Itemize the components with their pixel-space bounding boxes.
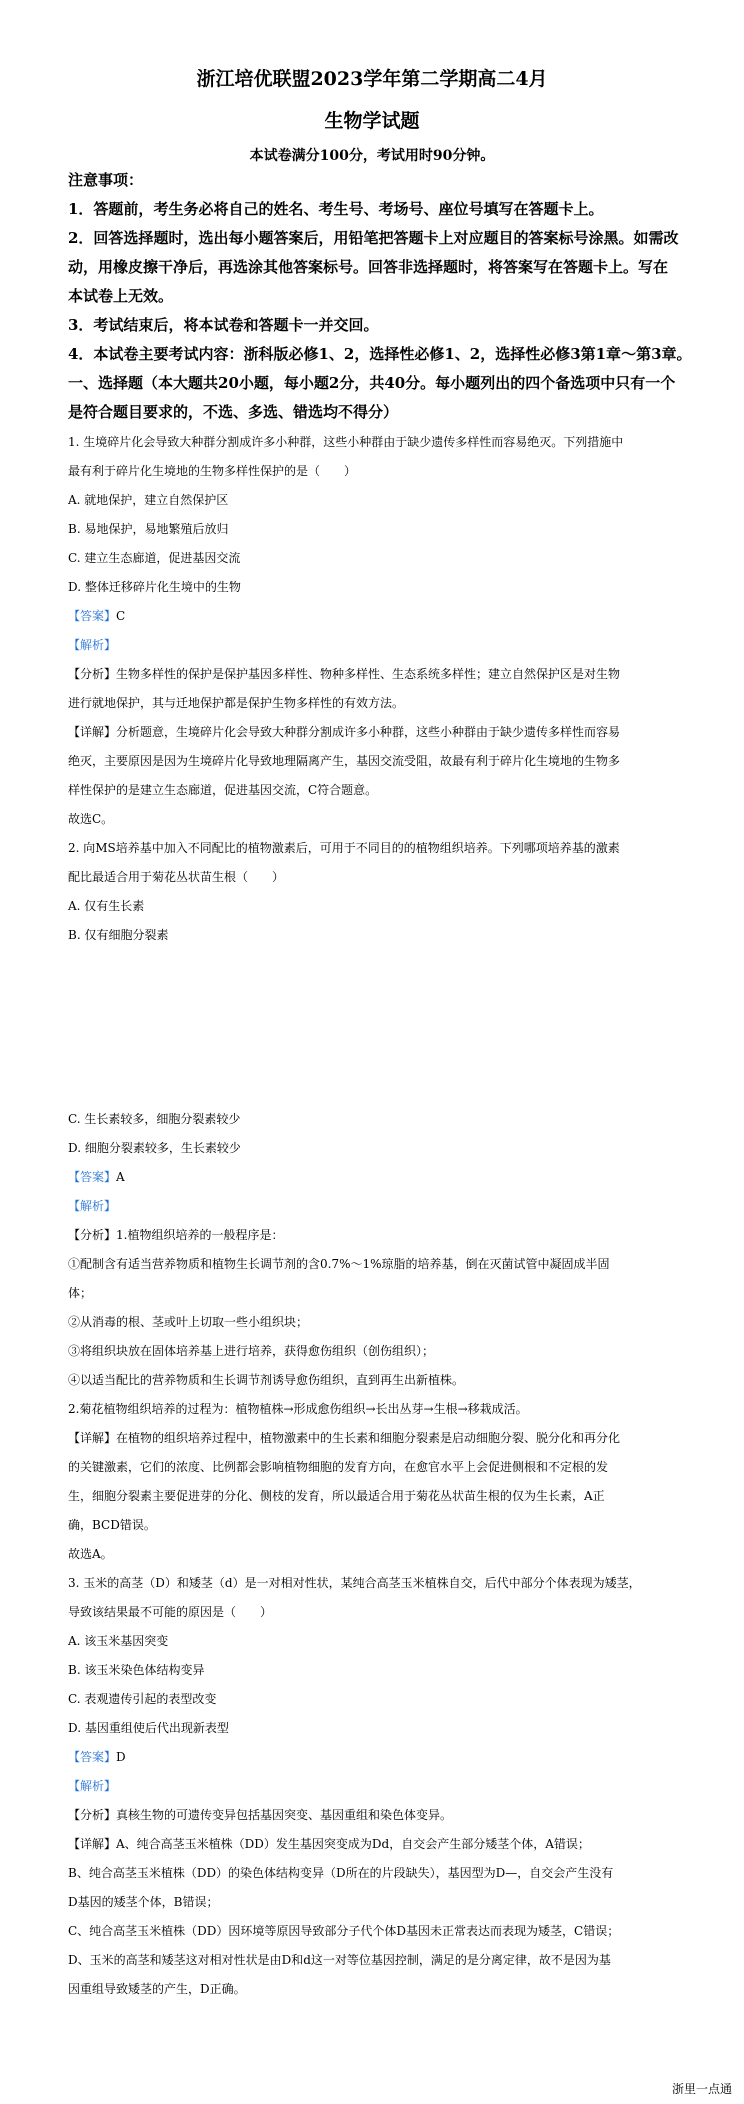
q3-stem-line-2: 导致该结果最不可能的原因是（ ）	[68, 1605, 273, 1619]
fenxi-text: 1.植物组织培养的一般程序是：	[116, 1228, 284, 1242]
fenxi-text: 真核生物的可遗传变异包括基因突变、基因重组和染色体变异。	[116, 1808, 453, 1822]
q1-xiangjie-line-3: 样性保护的是建立生态廊道，促进基因交流，C符合题意。	[68, 783, 378, 797]
note-2-line-1: 2．回答选择题时，选出每小题答案后，用铅笔把答题卡上对应题目的答案标号涂黑。如需改	[68, 229, 679, 247]
q2-stem-line-1: 2. 向MS培养基中加入不同配比的植物激素后，可用于不同目的的植物组织培养。下列哪项培养基的激素	[68, 841, 620, 855]
note-3: 3．考试结束后，将本试卷和答题卡一并交回。	[68, 316, 379, 334]
q3-option-d: D. 基因重组使后代出现新表型	[68, 1721, 229, 1735]
q3-fenxi	[68, 1805, 452, 1825]
q2-stem-line-2: 配比最适合用于菊花丛状苗生根（ ）	[68, 870, 285, 884]
exam-subject: 生物学试题	[324, 110, 420, 132]
xiangjie-text: A、纯合高茎玉米植株（DD）发生基因突变成为Dd，自交会产生部分矮茎个体，A错误；	[116, 1837, 590, 1851]
q3-line-b-2: D基因的矮茎个体，B错误；	[68, 1895, 219, 1909]
q1-stem-line-1: 1. 生境碎片化会导致大种群分割成许多小种群，这些小种群由于缺少遗传多样性而容易绝灭。下列措施中	[68, 435, 624, 449]
q2-answer	[68, 1167, 125, 1187]
answer-value: A	[116, 1170, 125, 1184]
q2-xiangjie-line-3: 生，细胞分裂素主要促进芽的分化、侧枝的发育，所以最适合用于菊花丛状苗生根的仅为生长素，A正	[68, 1489, 605, 1503]
q3-answer	[68, 1747, 126, 1767]
q3-option-b: B. 该玉米染色体结构变异	[68, 1663, 205, 1677]
fenxi-tag: 【分析】	[68, 667, 117, 681]
q2-option-b: B. 仅有细胞分裂素	[68, 928, 169, 942]
q2-process: 2.菊花植物组织培养的过程为：植物植株→形成愈伤组织→长出丛芽→生根→移栽成活。	[68, 1402, 528, 1416]
q3-analysis-tag: 【解析】	[68, 1779, 117, 1793]
q3-xiangjie-line-1	[68, 1834, 590, 1854]
q1-stem-line-2: 最有利于碎片化生境地的生物多样性保护的是（ ）	[68, 464, 357, 478]
note-1: 1．答题前，考生务必将自己的姓名、考生号、考场号、座位号填写在答题卡上。	[68, 200, 604, 218]
footer-watermark: 浙里一点通	[671, 2082, 732, 2096]
q2-step-2: ②从消毒的根、茎或叶上切取一些小组织块；	[68, 1315, 309, 1329]
note-4: 4．本试卷主要考试内容：浙科版必修1、2，选择性必修1、2，选择性必修3第1章～第3章。	[68, 345, 692, 363]
q1-analysis-tag: 【解析】	[68, 638, 117, 652]
q2-option-d: D. 细胞分裂素较多，生长素较少	[68, 1141, 241, 1155]
q1-option-d: D. 整体迁移碎片化生境中的生物	[68, 580, 241, 594]
xiangjie-text: 分析题意，生境碎片化会导致大种群分割成许多小种群，这些小种群由于缺少遗传多样性而容易	[116, 725, 621, 739]
q1-conclusion: 故选C。	[68, 812, 114, 826]
q2-option-a: A. 仅有生长素	[68, 899, 145, 913]
q1-answer	[68, 606, 125, 626]
q1-option-c: C. 建立生态廊道，促进基因交流	[68, 551, 241, 565]
fenxi-tag: 【分析】	[68, 1808, 117, 1822]
q2-step-1-line-2: 体；	[68, 1286, 93, 1300]
q3-line-c: C、纯合高茎玉米植株（DD）因环境等原因导致部分子代个体D基因未正常表达而表现为矮茎，C错误；	[68, 1924, 620, 1938]
q1-fenxi-line-1	[68, 664, 620, 684]
fenxi-text: 生物多样性的保护是保护基因多样性、物种多样性、生态系统多样性；建立自然保护区是对生物	[116, 667, 621, 681]
q1-option-b: B. 易地保护，易地繁殖后放归	[68, 522, 229, 536]
q2-step-3: ③将组织块放在固体培养基上进行培养，获得愈伤组织（创伤组织）；	[68, 1344, 435, 1358]
notes-heading: 注意事项：	[68, 171, 144, 189]
q2-xiangjie-line-1	[68, 1428, 620, 1448]
q1-xiangjie-line-1	[68, 722, 620, 742]
q3-stem-line-1: 3. 玉米的高茎（D）和矮茎（d）是一对相对性状，某纯合高茎玉米植株自交，后代中部分个体表现为矮茎，	[68, 1576, 641, 1590]
score-info: 本试卷满分100分，考试用时90分钟。	[249, 148, 495, 164]
section-heading-line-1: 一、选择题（本大题共20小题，每小题2分，共40分。每小题列出的四个备选项中只有一个	[68, 374, 676, 392]
xiangjie-tag: 【详解】	[68, 725, 117, 739]
q2-fenxi-line-1	[68, 1225, 283, 1245]
q3-option-a: A. 该玉米基因突变	[68, 1634, 169, 1648]
xiangjie-text: 在植物的组织培养过程中，植物激素中的生长素和细胞分裂素是启动细胞分裂、脱分化和再分化	[116, 1431, 621, 1445]
q1-xiangjie-line-2: 绝灭，主要原因是因为生境碎片化导致地理隔离产生，基因交流受阻，故最有利于碎片化生境地的生物多	[68, 754, 621, 768]
answer-tag: 【答案】	[68, 609, 117, 623]
q2-step-1-line-1: ①配制含有适当营养物质和植物生长调节剂的含0.7%～1%琼脂的培养基，倒在灭菌试管中凝固成半固	[68, 1257, 610, 1271]
xiangjie-tag: 【详解】	[68, 1837, 117, 1851]
q3-option-c: C. 表观遗传引起的表型改变	[68, 1692, 217, 1706]
note-2-line-3: 本试卷上无效。	[68, 287, 174, 305]
q3-line-d-1: D、玉米的高茎和矮茎这对相对性状是由D和d这一对等位基因控制，满足的是分离定律，故不是因为基	[68, 1953, 611, 1967]
exam-title: 浙江培优联盟2023学年第二学期高二4月	[196, 68, 548, 90]
answer-value: C	[116, 609, 126, 623]
q2-option-c: C. 生长素较多，细胞分裂素较少	[68, 1112, 241, 1126]
xiangjie-tag: 【详解】	[68, 1431, 117, 1445]
q2-xiangjie-line-2: 的关键激素，它们的浓度、比例都会影响植物细胞的发育方向，在愈官水平上会促进侧根和不定根的发	[68, 1460, 609, 1474]
answer-tag: 【答案】	[68, 1170, 117, 1184]
q2-conclusion: 故选A。	[68, 1547, 113, 1561]
note-2-line-2: 动，用橡皮擦干净后，再选涂其他答案标号。回答非选择题时，将答案写在答题卡上。写在	[68, 258, 669, 276]
q2-analysis-tag: 【解析】	[68, 1199, 117, 1213]
q1-fenxi-line-2: 进行就地保护，其与迁地保护都是保护生物多样性的有效方法。	[68, 696, 405, 710]
answer-tag: 【答案】	[68, 1750, 117, 1764]
q3-line-b-1: B、纯合高茎玉米植株（DD）的染色体结构变异（D所在的片段缺失），基因型为D—，自交会产生没有	[68, 1866, 614, 1880]
answer-value: D	[116, 1750, 126, 1764]
q3-line-d-2: 因重组导致矮茎的产生，D正确。	[68, 1982, 246, 1996]
fenxi-tag: 【分析】	[68, 1228, 117, 1242]
q2-step-4: ④以适当配比的营养物质和生长调节剂诱导愈伤组织，直到再生出新植株。	[68, 1373, 465, 1387]
section-heading-line-2: 是符合题目要求的，不选、多选、错选均不得分）	[68, 403, 399, 421]
q2-xiangjie-line-4: 确，BCD错误。	[68, 1518, 156, 1532]
q1-option-a: A. 就地保护，建立自然保护区	[68, 493, 229, 507]
